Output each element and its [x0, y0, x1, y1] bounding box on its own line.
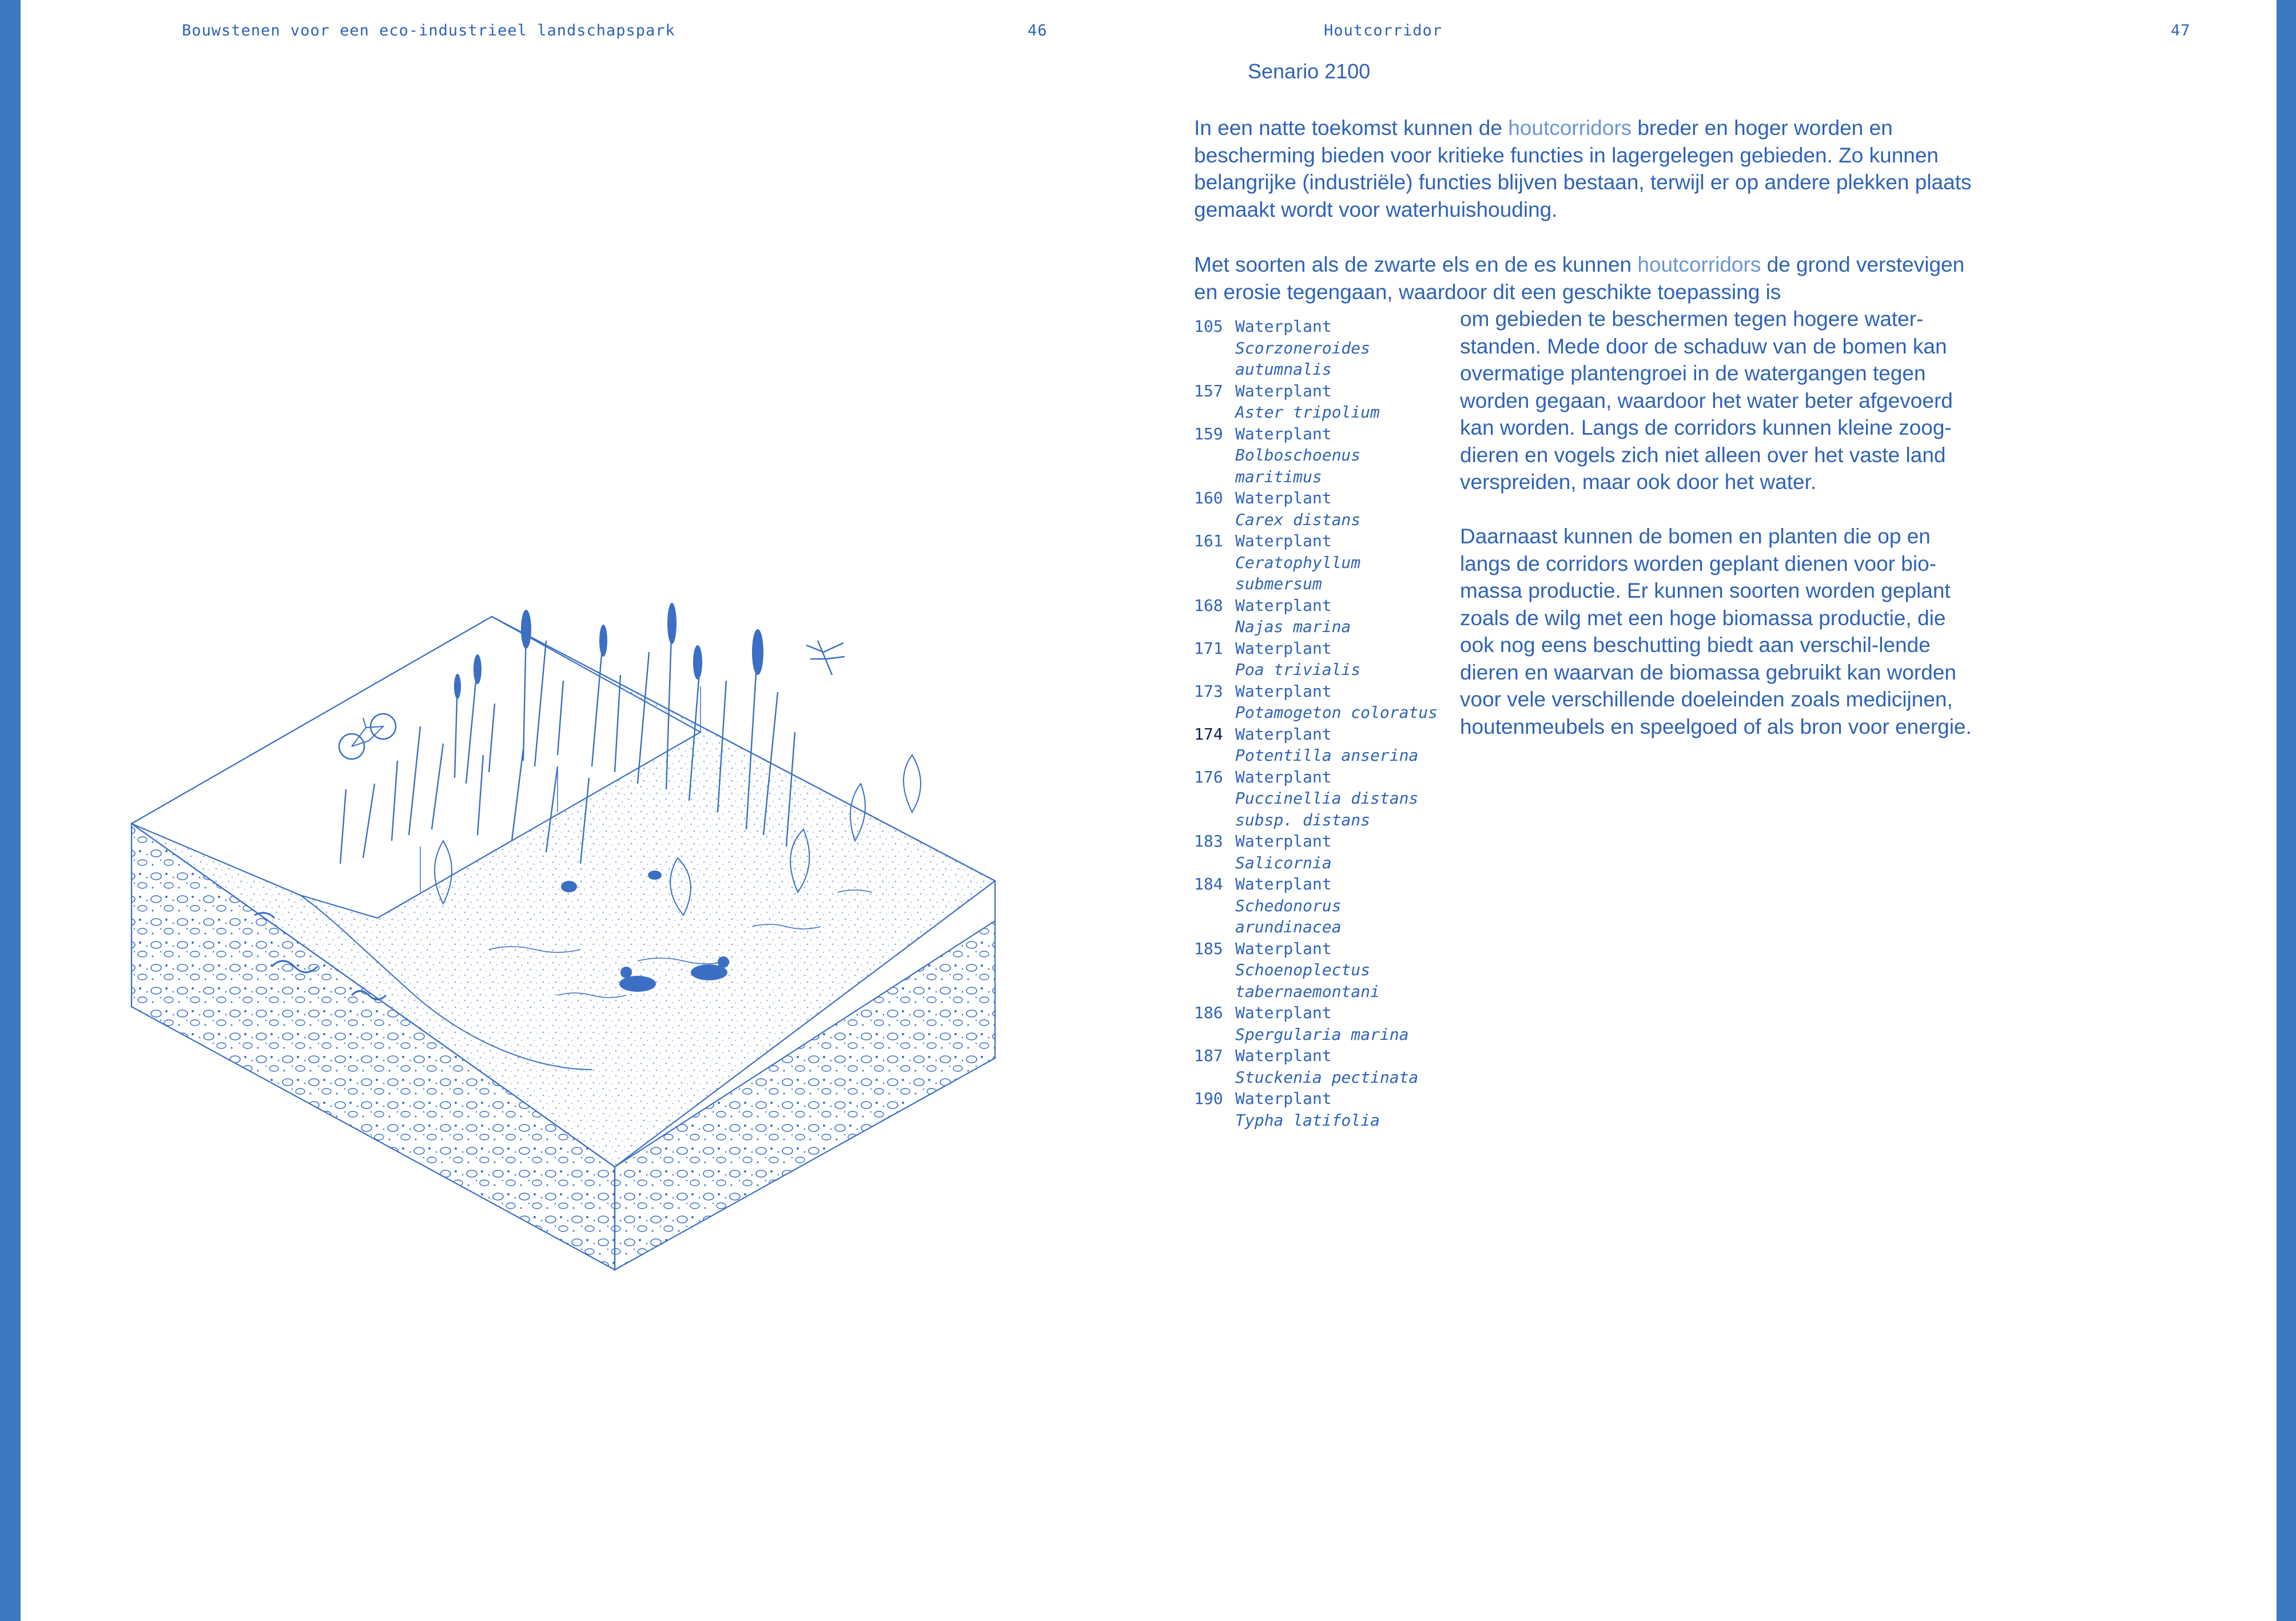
species-latin-name: Schoenoplectus	[1235, 960, 1371, 979]
species-header	[1194, 380, 1457, 402]
species-latin-name: Puccinellia distans	[1235, 789, 1419, 808]
paragraph-3: om gebieden te beschermen tegen hogere water-standen. Mede door de schaduw van de bomen kan overmatige plantengroei in de watergangen tegen worden gegaan, waardoor het water beter afgevoerd kan worden. Langs de corridors kunnen kleine zoog-dieren en vogels zich niet alleen over het vaste land verspreiden, maar ook door het water.	[1460, 307, 1953, 494]
species-number: 171	[1194, 638, 1223, 658]
species-type: Waterplant	[1235, 724, 1332, 744]
species-type: Waterplant	[1235, 381, 1332, 400]
species-type: Waterplant	[1235, 638, 1332, 658]
running-header-right: Houtcorridor	[1324, 22, 1443, 39]
species-latin-name: Typha latifolia	[1235, 1110, 1380, 1130]
species-header	[1194, 316, 1457, 337]
species-number: 157	[1194, 381, 1223, 400]
paragraph-2	[1194, 251, 1983, 305]
species-latin-name: arundinacea	[1235, 917, 1342, 936]
species-number: 187	[1194, 1046, 1223, 1065]
running-header-left: Bouwstenen voor een eco-industrieel landschapspark	[182, 22, 675, 39]
species-entry	[1194, 316, 1457, 380]
houtcorridors-link[interactable]: houtcorridors	[1637, 253, 1761, 276]
species-latin-name: Stuckenia pectinata	[1235, 1067, 1419, 1087]
species-latin-name: Schedonorus	[1235, 896, 1342, 915]
species-type: Waterplant	[1235, 832, 1332, 851]
species-latin-name: autumnalis	[1235, 360, 1332, 379]
species-header	[1194, 938, 1457, 960]
species-header	[1194, 638, 1457, 659]
species-entry	[1194, 638, 1457, 681]
species-entry	[1194, 487, 1457, 530]
species-header	[1194, 831, 1457, 852]
species-latin-name: Najas marina	[1235, 617, 1351, 636]
species-type: Waterplant	[1235, 939, 1332, 958]
paragraph-1-text-post: breder en hoger worden en bescherming bieden voor kritieke functies in lagergelegen gebieden. Zo kunnen belangrijke (industriële) functies blijven bestaan, terwijl er op andere plekken plaats gemaakt wordt voor waterhuishouding.	[1194, 116, 1972, 221]
species-number: 176	[1194, 767, 1223, 786]
paragraph-4: Daarnaast kunnen de bomen en planten die op en langs de corridors worden geplant dienen voor bio-massa productie. Er kunnen soorten worden geplant zoals de wilg met een hoge biomassa productie, die ook nog eens beschutting biedt aan verschil-lende dieren en waarvan de biomassa gebruikt kan worden voor vele verschillende doeleinden zoals medicijnen, houtenmeubels en speelgoed of als bron voor energie.	[1460, 525, 1972, 738]
species-entry	[1194, 380, 1457, 423]
species-header	[1194, 487, 1457, 509]
species-latin-name: Bolboschoenus	[1235, 446, 1361, 464]
species-type: Waterplant	[1235, 595, 1332, 615]
species-header	[1194, 1002, 1457, 1024]
species-latin-name: Aster tripolium	[1235, 403, 1380, 422]
species-number: 173	[1194, 681, 1223, 701]
species-type: Waterplant	[1235, 1046, 1332, 1065]
species-header	[1194, 1088, 1457, 1110]
page-edge-left	[0, 0, 21, 1621]
species-number: 161	[1194, 531, 1223, 550]
species-latin-name: Salicornia	[1235, 853, 1332, 872]
species-entry	[1194, 423, 1457, 488]
section-heading: Senario 2100	[1248, 59, 1371, 83]
species-entry	[1194, 1045, 1457, 1088]
species-entry	[1194, 681, 1457, 724]
species-latin-name: Ceratophyllum	[1235, 553, 1361, 572]
species-latin-name: Potentilla anserina	[1235, 746, 1419, 765]
species-type: Waterplant	[1235, 875, 1332, 893]
species-number: 190	[1194, 1089, 1223, 1108]
species-number: 185	[1194, 939, 1223, 958]
species-type: Waterplant	[1235, 531, 1332, 550]
species-entry	[1194, 530, 1457, 595]
species-number: 160	[1194, 488, 1223, 507]
species-header	[1194, 423, 1457, 445]
species-type: Waterplant	[1235, 1089, 1332, 1108]
page-edge-right	[2277, 0, 2296, 1621]
species-number: 186	[1194, 1003, 1223, 1022]
species-entry	[1194, 724, 1457, 766]
species-latin-name: Carex distans	[1235, 510, 1361, 529]
species-latin-name: tabernaemontani	[1235, 982, 1380, 1001]
species-latin-name: Poa trivialis	[1235, 660, 1361, 679]
paragraph-2-text-pre: Met soorten als de zwarte els en de es kunnen	[1194, 253, 1638, 276]
species-entry	[1194, 595, 1457, 638]
species-header	[1194, 724, 1457, 745]
species-type: Waterplant	[1235, 317, 1332, 336]
species-latin-name: Potamogeton coloratus	[1235, 703, 1438, 722]
species-number: 183	[1194, 832, 1223, 851]
species-latin-name: maritimus	[1235, 467, 1322, 486]
species-latin-name: Scorzoneroides	[1235, 338, 1371, 357]
species-header	[1194, 1045, 1457, 1067]
species-header	[1194, 530, 1457, 552]
paragraph-1	[1194, 114, 1983, 223]
species-type: Waterplant	[1235, 681, 1332, 701]
species-number: 174	[1194, 724, 1223, 744]
species-entry	[1194, 938, 1457, 1003]
species-entry	[1194, 1088, 1457, 1131]
species-type: Waterplant	[1235, 767, 1332, 786]
paragraph-1-text-pre: In een natte toekomst kunnen de	[1194, 116, 1509, 140]
isometric-wetland-illustration	[123, 595, 1067, 1281]
species-list	[1194, 316, 1457, 1131]
species-entry	[1194, 831, 1457, 873]
species-number: 168	[1194, 595, 1223, 615]
species-entry	[1194, 1002, 1457, 1045]
houtcorridors-link[interactable]: houtcorridors	[1508, 116, 1632, 140]
species-number: 105	[1194, 317, 1223, 336]
species-number: 184	[1194, 875, 1223, 893]
page-number-left: 46	[1028, 22, 1048, 39]
species-type: Waterplant	[1235, 1003, 1332, 1022]
species-header	[1194, 595, 1457, 617]
species-header	[1194, 681, 1457, 702]
species-latin-name: subsp. distans	[1235, 810, 1371, 829]
paragraph-2-text-post: de grond verstevigen en erosie tegengaan, waardoor dit een geschikte toepassing is	[1194, 253, 1965, 304]
species-type: Waterplant	[1235, 424, 1332, 443]
species-header	[1194, 873, 1457, 895]
species-latin-name: Spergularia marina	[1235, 1024, 1409, 1044]
page-number-right: 47	[2171, 22, 2191, 39]
species-entry	[1194, 766, 1457, 831]
species-number: 159	[1194, 424, 1223, 443]
species-latin-name: submersum	[1235, 574, 1322, 593]
species-header	[1194, 766, 1457, 788]
species-entry	[1194, 873, 1457, 938]
species-type: Waterplant	[1235, 488, 1332, 507]
